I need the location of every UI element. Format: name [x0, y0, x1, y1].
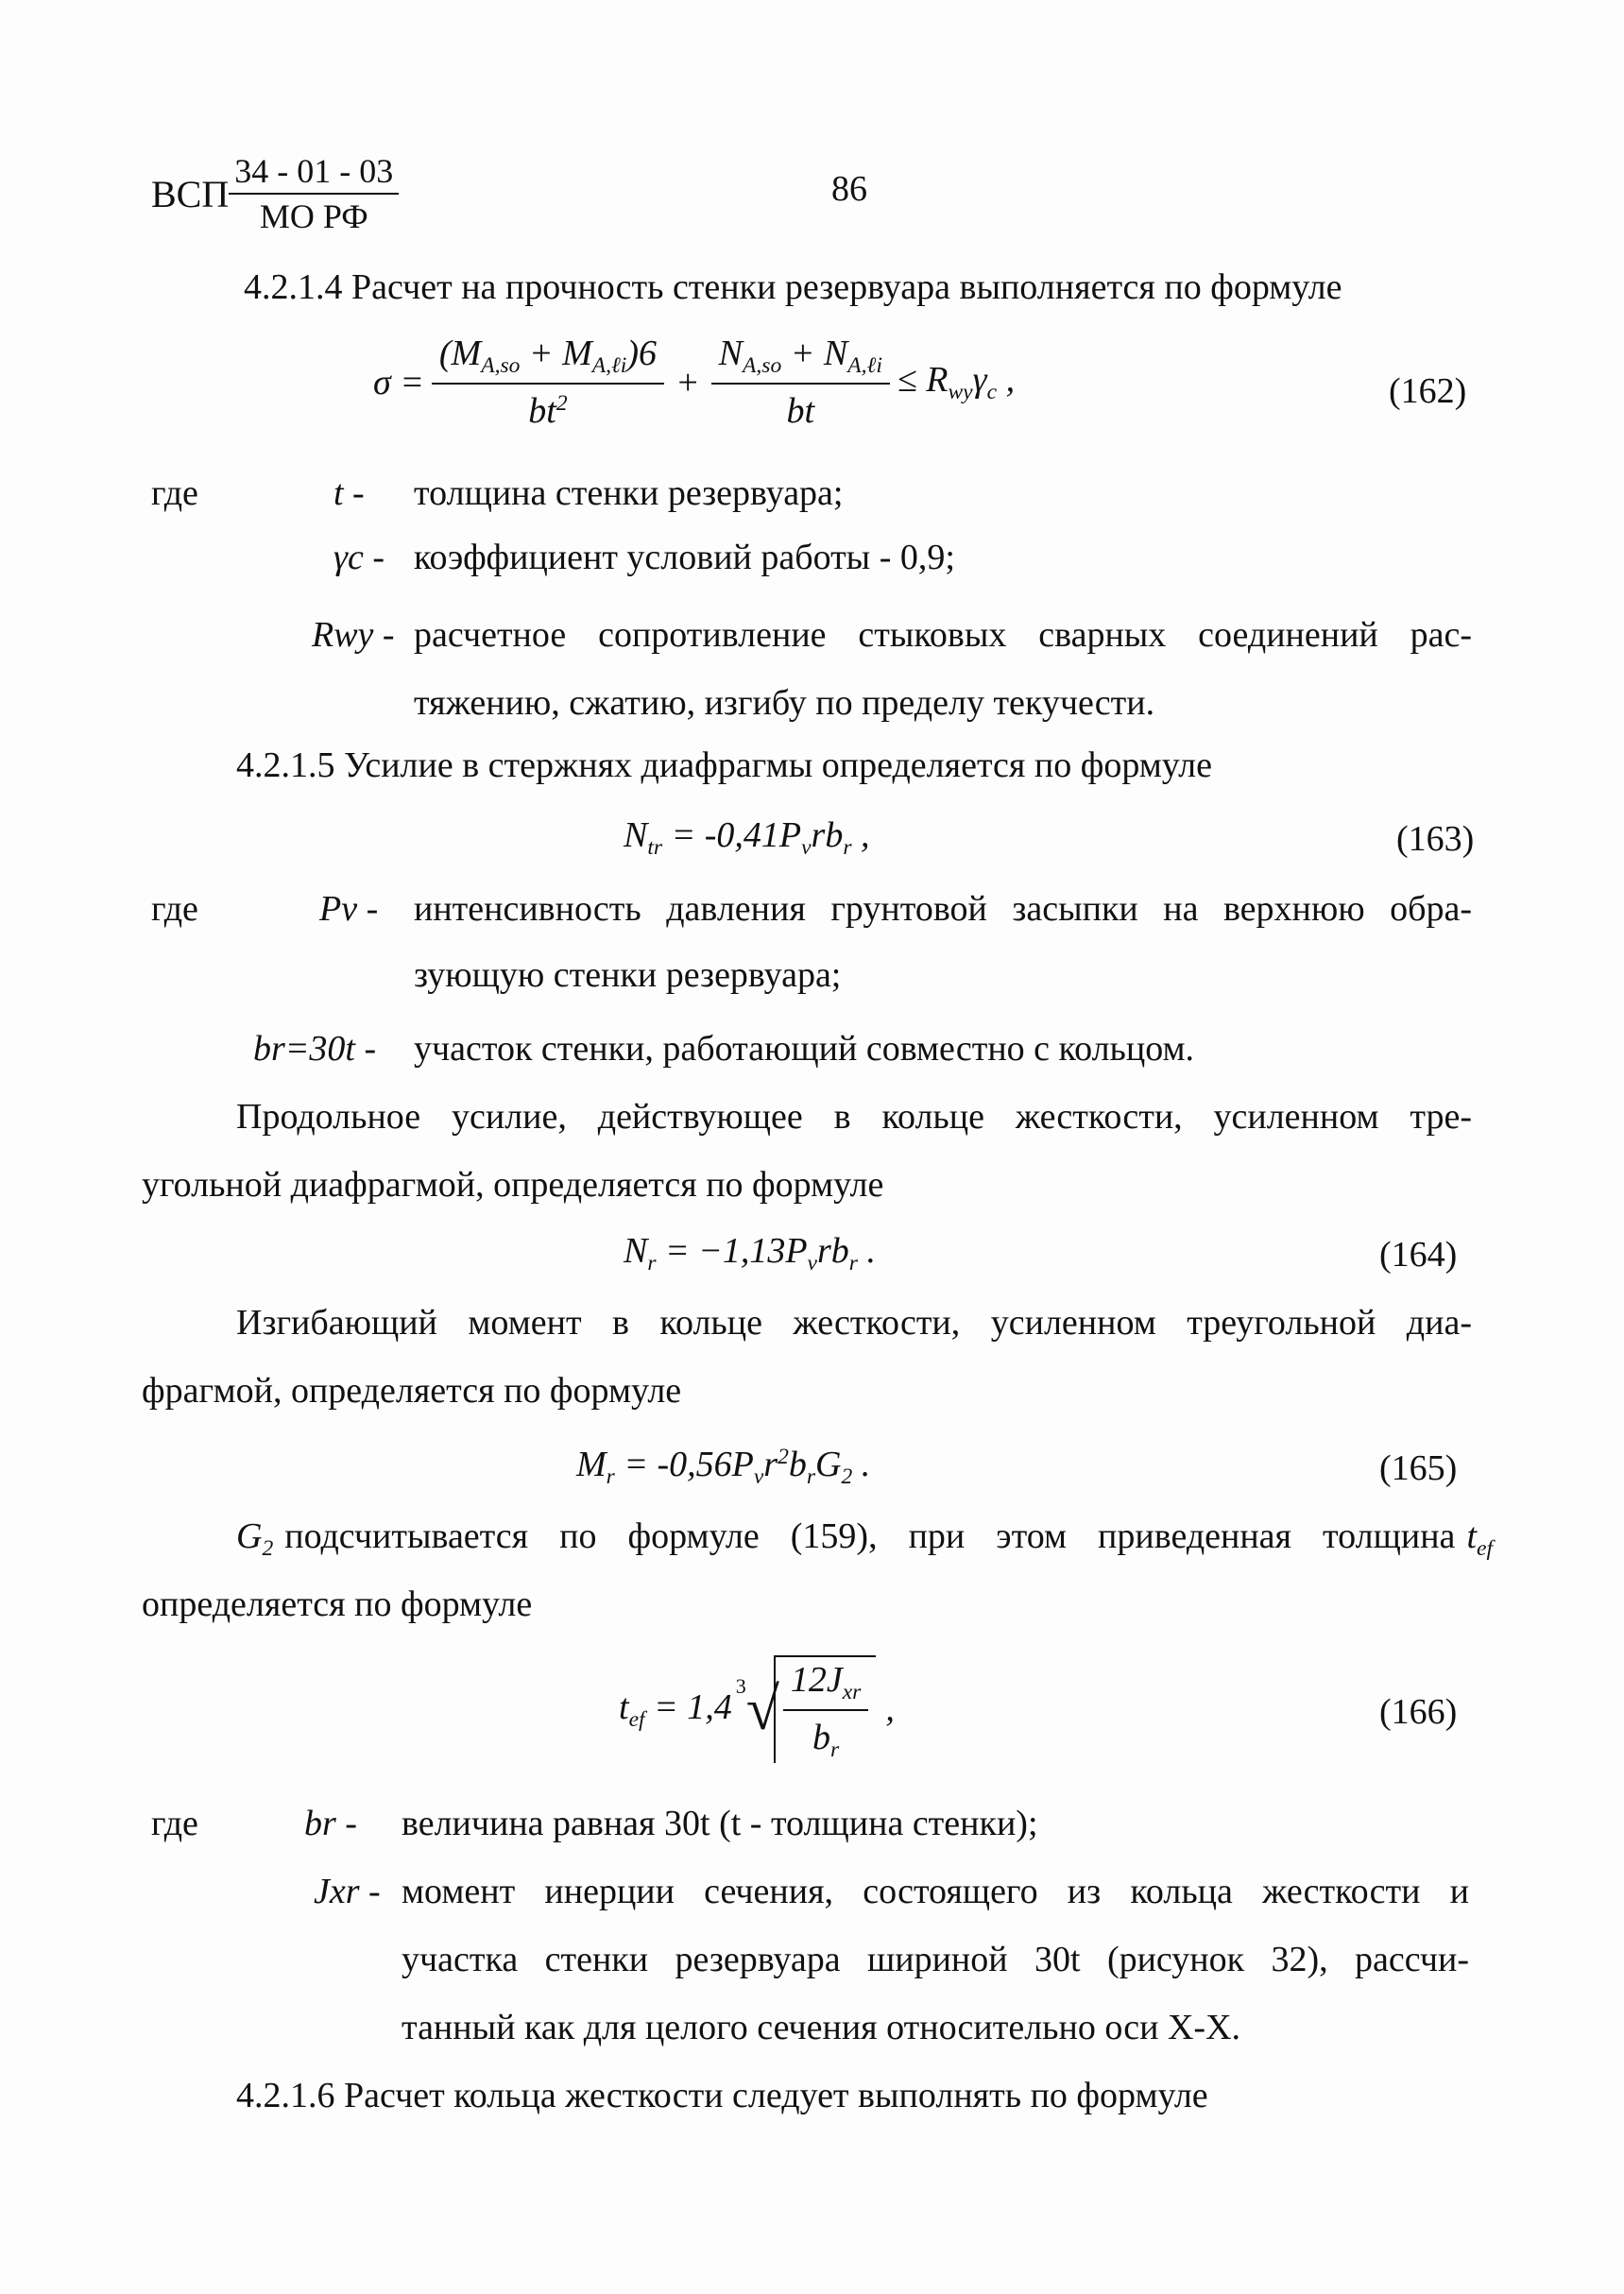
def-text-jxr-line3: танный как для целого сечения относительно оси X-X.: [402, 2008, 1241, 2047]
equation-163-number: (163): [1396, 819, 1475, 859]
header-code: [229, 151, 399, 236]
paragraph-164-line1: Продольное усилие, действующее в кольце жесткости, усиленном тре-: [236, 1097, 1472, 1137]
def-text-br: участок стенки, работающий совместно с кольцом.: [414, 1029, 1195, 1069]
equation-165-number: (165): [1379, 1448, 1458, 1488]
equation-166-number: (166): [1379, 1692, 1458, 1732]
def-text-pv-line2: зующую стенки резервуара;: [414, 955, 842, 995]
paragraph-166-text: подсчитывается по формуле (159), при этом приведенная толщина: [284, 1516, 1456, 1556]
def-symbol-jxr: Jxr -: [314, 1872, 381, 1911]
def-symbol-br: br=30t -: [253, 1029, 377, 1069]
paragraph-166-line2: определяется по формуле: [142, 1584, 533, 1624]
def-symbol-rwy: Rwy -: [312, 615, 395, 655]
def-text-jxr-line1: момент инерции сечения, состоящего из кольца жесткости и: [402, 1872, 1469, 1911]
equation-166: $t_{ef} = 1,4$ 3 √ $\frac{12J_{xr}}{b_r}$ ,: [619, 1655, 895, 1763]
g2-symbol: $G_2$: [236, 1516, 274, 1562]
paragraph-165-line1: Изгибающий момент в кольце жесткости, усиленном треугольной диа-: [236, 1303, 1472, 1343]
def-symbol-pv: Pv -: [319, 889, 379, 929]
def-symbol-t: t -: [333, 473, 365, 513]
where-label-3: где: [151, 1804, 198, 1843]
def-text-t: толщина стенки резервуара;: [414, 473, 844, 513]
def-text-rwy-line2: тяжению, сжатию, изгибу по пределу текучести.: [414, 683, 1155, 723]
paragraph-165-line2: фрагмой, определяется по формуле: [142, 1371, 682, 1411]
header-code-top: 34 - 01 - 03: [229, 151, 399, 195]
page-number: 86: [831, 169, 867, 209]
paragraph-164-line2: угольной диафрагмой, определяется по формуле: [142, 1165, 884, 1205]
section-4-2-1-6-intro: 4.2.1.6 Расчет кольца жесткости следует выполнять по формуле: [236, 2076, 1208, 2115]
equation-162-number: (162): [1389, 371, 1467, 411]
def-text-gamma-c: коэффициент условий работы - 0,9;: [414, 538, 955, 577]
section-4-2-1-4-intro: 4.2.1.4 Расчет на прочность стенки резервуара выполняется по формуле: [244, 267, 1342, 307]
header-prefix: ВСП: [151, 172, 230, 215]
def-text-pv-line1: интенсивность давления грунтовой засыпки на верхнюю обра-: [414, 889, 1472, 929]
equation-163: $N_{tr} = -0,41P_vrb_r$ ,: [624, 815, 870, 861]
def-text-rwy-line1: расчетное сопротивление стыковых сварных соединений рас-: [414, 615, 1472, 655]
section-4-2-1-5-intro: 4.2.1.5 Усилие в стержнях диафрагмы определяется по формуле: [236, 745, 1212, 785]
equation-165: $M_r = -0,56P_vr^2b_rG_2$ .: [576, 1445, 871, 1490]
where-label-2: где: [151, 889, 198, 929]
def-text-br-2: величина равная 30t (t - толщина стенки);: [402, 1804, 1038, 1843]
equation-162: σ = $\frac{(M_{A,so} + M_{A,\ell i})6}{bt^2}$ + $\frac{N_{A,so} + N_{A,\ell i}}{bt}$ ≤ $R_{wy}\gamma_c$ ,: [373, 334, 1016, 432]
tef-symbol: $t_{ef}$: [1466, 1516, 1493, 1562]
def-symbol-gamma-c: γc -: [333, 538, 385, 577]
where-label: где: [151, 473, 198, 513]
def-symbol-br-2: br -: [304, 1804, 357, 1843]
equation-164: $N_r = -1,13P_vrb_r$ .: [624, 1231, 876, 1276]
def-text-jxr-line2: участка стенки резервуара шириной 30t (рисунок 32), рассчи-: [402, 1940, 1469, 1979]
document-header: [151, 151, 399, 236]
header-code-bottom: МО РФ: [259, 197, 368, 235]
paragraph-166-line1: [236, 1515, 1493, 1562]
equation-164-number: (164): [1379, 1235, 1458, 1275]
